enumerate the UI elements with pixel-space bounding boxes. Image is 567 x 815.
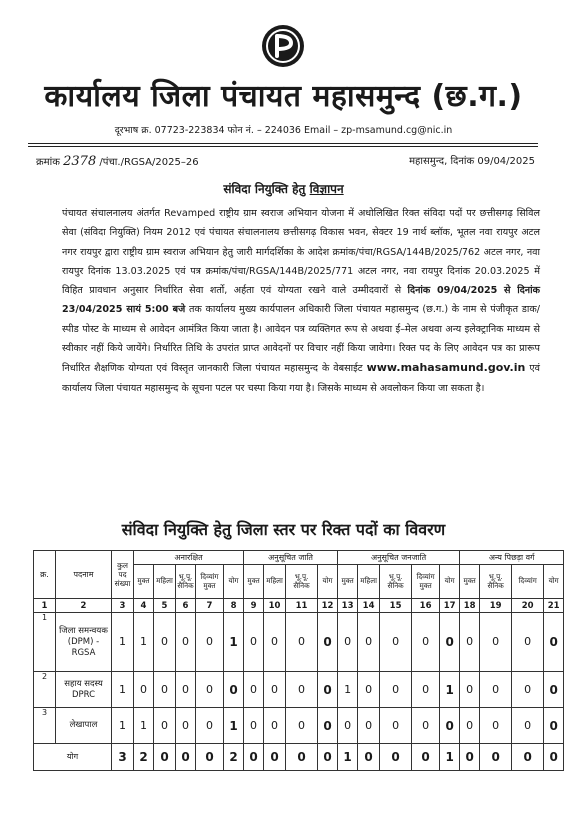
col-number: 7 — [196, 599, 224, 613]
col-number: 4 — [134, 599, 154, 613]
sub-total: योग — [318, 565, 338, 599]
total-value: 1 — [338, 744, 358, 771]
cell-value: 0 — [512, 613, 544, 672]
cell-value: 0 — [380, 613, 412, 672]
sub-divyang-short: दिव्यांग — [512, 565, 544, 599]
cell-value: 0 — [286, 613, 318, 672]
office-title: कार्यालय जिला पंचायत महासमुन्द (छ.ग.) — [44, 79, 523, 114]
header-divider — [28, 143, 538, 144]
row-sr: 2 — [34, 672, 56, 708]
cell-value: 0 — [224, 672, 244, 708]
cell-value: 0 — [460, 672, 480, 708]
col-number: 19 — [480, 599, 512, 613]
column-number-row — [34, 599, 564, 613]
cell-value: 0 — [380, 708, 412, 744]
cell-value: 0 — [264, 613, 286, 672]
total-value: 0 — [244, 744, 264, 771]
total-value: 0 — [264, 744, 286, 771]
cell-value: 0 — [544, 708, 564, 744]
cell-value: 1 — [112, 613, 134, 672]
subject-underlined: विज्ञापन — [309, 182, 344, 196]
sub-open: मुक्त — [134, 565, 154, 599]
cell-value: 0 — [176, 672, 196, 708]
contact-line: दूरभाष क्र. 07723-223834 फोन नं. – 224036 Email – zp-msamund.cg@nic.in — [114, 125, 453, 136]
cell-value: 0 — [412, 672, 440, 708]
cell-value: 1 — [112, 672, 134, 708]
col-number: 3 — [112, 599, 134, 613]
cell-value: 0 — [286, 672, 318, 708]
cell-value: 0 — [176, 613, 196, 672]
cell-value: 0 — [412, 613, 440, 672]
cell-value: 0 — [134, 672, 154, 708]
col-number: 9 — [244, 599, 264, 613]
row-sr: 1 — [34, 613, 56, 672]
header-sr: क्र. — [34, 551, 56, 599]
col-number: 18 — [460, 599, 480, 613]
place-date: महासमुन्द, दिनांक 09/04/2025 — [409, 156, 535, 167]
cell-value: 0 — [196, 708, 224, 744]
cell-value: 1 — [112, 708, 134, 744]
zila-panchayat-logo-icon — [261, 24, 305, 68]
cell-value: 0 — [176, 708, 196, 744]
cell-value: 0 — [154, 613, 176, 672]
total-value: 3 — [112, 744, 134, 771]
total-value: 0 — [318, 744, 338, 771]
cell-value: 0 — [264, 708, 286, 744]
total-value: 0 — [286, 744, 318, 771]
sub-exservice: भू.पू. सैनिक — [176, 565, 196, 599]
cell-value: 0 — [338, 708, 358, 744]
cell-value: 0 — [440, 708, 460, 744]
col-number: 5 — [154, 599, 176, 613]
body-paragraph-3: एवं कार्यालय जिला पंचायत महासमुन्द के सूचना पटल पर चस्पा किया गया है। जिसके माध्यम से अवलोकन किया जा सकता है। — [62, 363, 540, 394]
row-post: लेखापाल — [56, 708, 112, 744]
total-label: योग — [34, 744, 112, 771]
total-value: 1 — [440, 744, 460, 771]
cell-value: 0 — [244, 708, 264, 744]
header-sc: अनुसूचित जाति — [244, 551, 338, 565]
cell-value: 0 — [512, 708, 544, 744]
col-number: 20 — [512, 599, 544, 613]
cell-value: 0 — [154, 708, 176, 744]
sub-women: महिला — [264, 565, 286, 599]
cell-value: 0 — [544, 613, 564, 672]
cell-value: 0 — [460, 708, 480, 744]
col-number: 14 — [358, 599, 380, 613]
cell-value: 0 — [412, 708, 440, 744]
col-number: 15 — [380, 599, 412, 613]
row-post: जिला समन्वयक (DPM) - RGSA — [56, 613, 112, 672]
cell-value: 0 — [358, 708, 380, 744]
col-number: 16 — [412, 599, 440, 613]
website-link[interactable]: www.mahasamund.gov.in — [366, 361, 526, 375]
row-sr: 3 — [34, 708, 56, 744]
cell-value: 0 — [480, 613, 512, 672]
sub-total: योग — [224, 565, 244, 599]
cell-value: 0 — [318, 613, 338, 672]
ref-suffix: /पंचा./RGSA/2025–26 — [99, 157, 199, 168]
cell-value: 0 — [244, 672, 264, 708]
total-value: 2 — [134, 744, 154, 771]
cell-value: 0 — [480, 672, 512, 708]
table-title: संविदा नियुक्ति हेतु जिला स्तर पर रिक्त पदों का विवरण — [121, 520, 446, 539]
total-value: 0 — [412, 744, 440, 771]
sub-women: महिला — [154, 565, 176, 599]
subject-plain: संविदा नियुक्ति हेतु — [223, 182, 306, 196]
sub-divyang: दिव्यांग मुक्त — [412, 565, 440, 599]
sub-exservice: भू.पू. सैनिक — [286, 565, 318, 599]
cell-value: 0 — [264, 672, 286, 708]
cell-value: 0 — [154, 672, 176, 708]
cell-value: 0 — [480, 708, 512, 744]
total-value: 0 — [544, 744, 564, 771]
col-number: 11 — [286, 599, 318, 613]
cell-value: 1 — [134, 613, 154, 672]
reference-number — [36, 154, 199, 171]
col-number: 10 — [264, 599, 286, 613]
total-value: 0 — [480, 744, 512, 771]
body-paragraph-1: पंचायत संचालनालय अंतर्गत Revamped राष्ट्रीय ग्राम स्वराज अभियान योजना में अधोलिखित रिक्त संविदा पदों पर छत्तीसगढ़ सिविल सेवा (संविदा नियुक्ति) नियम 2012 एवं पंचायत संचालनालय छत्तीसगढ़ विकास भवन, सेक्टर 19 नार्थ ब्लॉक, भूतल नवा रायपुर अटल नगर रायपुर द्वारा राष्ट्रीय ग्राम स्वराज अभियान हेतु जारी मार्गदर्शिका के आदेश क्रमांक/पंचा/RGSA/144B/2025/762 अटल नगर, नवा रायपुर दिनांक 13.03.2025 एवं पत्र क्रमांक/पंचा/RGSA/144B/2025/771 अटल नगर, नवा रायपुर दिनांक 20.03.2025 में विहित प्रावधान अनुसार निर्धारित सेवा शर्तो, अर्हता एवं योग्यता रखने वाले उम्मीदवारों से — [62, 208, 540, 297]
total-value: 0 — [196, 744, 224, 771]
cell-value: 0 — [318, 672, 338, 708]
col-number: 17 — [440, 599, 460, 613]
cell-value: 0 — [380, 672, 412, 708]
col-number: 2 — [56, 599, 112, 613]
total-value: 0 — [460, 744, 480, 771]
header-unreserved: अनारक्षित — [134, 551, 244, 565]
col-number: 1 — [34, 599, 56, 613]
ref-prefix: क्रमांक — [36, 157, 60, 168]
sub-women: महिला — [358, 565, 380, 599]
cell-value: 0 — [440, 613, 460, 672]
row-post: सहाय सदस्य DPRC — [56, 672, 112, 708]
total-value: 0 — [380, 744, 412, 771]
col-number: 13 — [338, 599, 358, 613]
total-value: 2 — [224, 744, 244, 771]
total-value: 0 — [512, 744, 544, 771]
sub-divyang: दिव्यांग मुक्त — [196, 565, 224, 599]
header-total-posts: कुल पद संख्या — [112, 551, 134, 599]
application-dates: दिनांक 09/04/2025 से दिनांक 23/04/2025 सायं 5:00 बजे — [62, 285, 540, 316]
table-row — [34, 613, 564, 672]
cell-value: 0 — [286, 708, 318, 744]
cell-value: 0 — [318, 708, 338, 744]
cell-value: 1 — [440, 672, 460, 708]
cell-value: 1 — [224, 708, 244, 744]
total-value: 0 — [176, 744, 196, 771]
cell-value: 0 — [244, 613, 264, 672]
header-post: पदनाम — [56, 551, 112, 599]
table-row — [34, 672, 564, 708]
cell-value: 0 — [338, 613, 358, 672]
sub-open: मुक्त — [244, 565, 264, 599]
cell-value: 0 — [544, 672, 564, 708]
col-number: 8 — [224, 599, 244, 613]
cell-value: 1 — [224, 613, 244, 672]
header-obc: अन्य पिछड़ा वर्ग — [460, 551, 564, 565]
total-value: 0 — [154, 744, 176, 771]
sub-exservice: भू.पू. सैनिक — [480, 565, 512, 599]
ref-number-handwritten: 2378 — [63, 154, 97, 169]
header-divider-thin — [28, 146, 538, 147]
cell-value: 1 — [338, 672, 358, 708]
cell-value: 0 — [358, 613, 380, 672]
table-total-row — [34, 744, 564, 771]
sub-open: मुक्त — [338, 565, 358, 599]
subject-heading — [0, 180, 567, 198]
sub-open: मुक्त — [460, 565, 480, 599]
cell-value: 0 — [460, 613, 480, 672]
sub-exservice: भू.पू. सैनिक — [380, 565, 412, 599]
col-number: 12 — [318, 599, 338, 613]
cell-value: 0 — [358, 672, 380, 708]
total-value: 0 — [358, 744, 380, 771]
cell-value: 0 — [512, 672, 544, 708]
col-number: 21 — [544, 599, 564, 613]
vacancy-table — [33, 550, 564, 771]
col-number: 6 — [176, 599, 196, 613]
cell-value: 1 — [134, 708, 154, 744]
header-st: अनुसूचित जनजाति — [338, 551, 460, 565]
advertisement-body — [62, 204, 540, 398]
sub-total: योग — [440, 565, 460, 599]
cell-value: 0 — [196, 613, 224, 672]
cell-value: 0 — [196, 672, 224, 708]
table-row — [34, 708, 564, 744]
sub-total: योग — [544, 565, 564, 599]
table-header-row — [34, 551, 564, 565]
body-paragraph-2: तक कार्यालय मुख्य कार्यपालन अधिकारी जिला पंचायत महासमुन्द (छ.ग.) के नाम से पंजीकृत डाक/स्पीड पोस्ट के माध्यम से आवेदन आमंत्रित किया जाता है। आवेदन पत्र व्यक्तिगत रूप से अथवा ई–मेल अथवा अन्य इलेक्ट्रानिक माध्यम से स्वीकार नहीं किये जायेंगे। निर्धारित तिथि के उपरांत प्राप्त आवेदनों पर विचार नहीं किया जावेगा। रिक्त पद के लिए आवेदन पत्र का प्रारूप निर्धारित शैक्षणिक योग्यता एवं विस्तृत जानकारी जिला पंचायत महासमुन्द के वेबसाईट — [62, 304, 540, 375]
